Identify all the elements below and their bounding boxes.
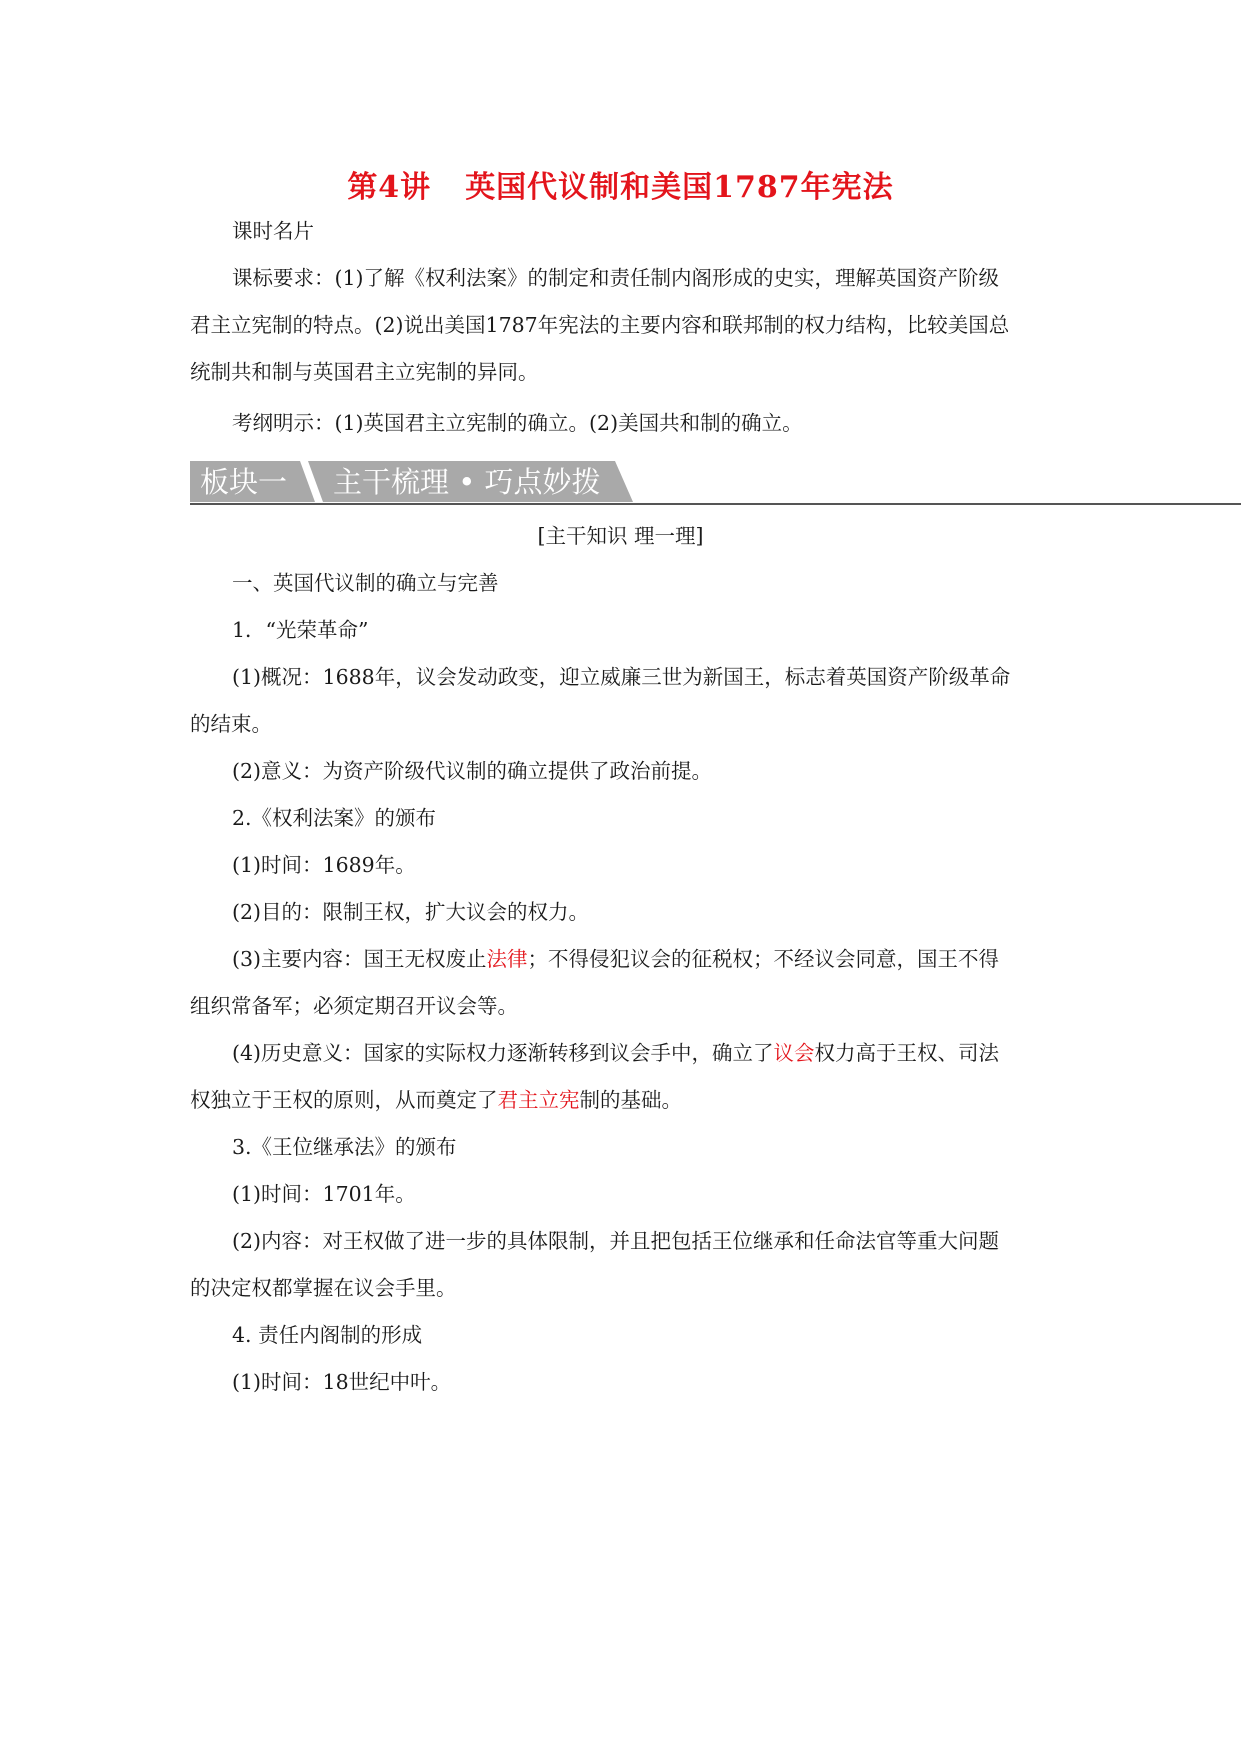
s1-overview-line-2: 的结束。	[190, 712, 272, 736]
curriculum-requirement-line-2: 君主立宪制的特点。(2)说出美国1787年宪法的主要内容和联邦制的权力结构，比较美国总	[190, 313, 1010, 337]
s4-title: 4. 责任内阁制的形成	[232, 1323, 423, 1347]
s2-title: 2.《权利法案》的颁布	[232, 806, 437, 830]
curriculum-requirement-line-1: 课标要求：(1)了解《权利法案》的制定和责任制内阁形成的史实，理解英国资产阶级	[232, 266, 1000, 290]
banner-block-title: 主干梳理 • 巧点妙拨	[333, 465, 601, 499]
s3-content-line-1: (2)内容：对王权做了进一步的具体限制，并且把包括王位继承和任命法官等重大问题	[232, 1229, 1000, 1253]
lesson-card-label: 课时名片	[232, 219, 314, 243]
s1-significance: (2)意义：为资产阶级代议制的确立提供了政治前提。	[232, 759, 713, 783]
s4-time: (1)时间：18世纪中叶。	[232, 1370, 452, 1394]
page-title	[0, 162, 1241, 206]
s2-significance-line-1: (4)历史意义：国家的实际权力逐渐转移到议会手中，确立了议会权力高于王权、司法	[232, 1041, 1000, 1065]
banner-underline	[190, 503, 1241, 505]
s1-overview-line-1: (1)概况：1688年，议会发动政变，迎立威廉三世为新国王，标志着英国资产阶级革命	[232, 665, 1011, 689]
highlight-parliament: 议会	[773, 1041, 815, 1065]
s3-time: (1)时间：1701年。	[232, 1182, 416, 1206]
s2-content-line-1: (3)主要内容：国王无权废止法律；不得侵犯议会的征税权；不经议会同意，国王不得	[232, 947, 1000, 971]
banner-block-label: 板块一	[200, 465, 288, 499]
highlight-constitutional-monarchy: 君主立宪	[497, 1088, 580, 1112]
s3-title: 3.《王位继承法》的颁布	[232, 1135, 457, 1159]
s2-significance-line-2: 权独立于王权的原则，从而奠定了君主立宪制的基础。	[190, 1088, 682, 1112]
section-label: [主干知识 理一理]	[537, 524, 704, 548]
s2-time: (1)时间：1689年。	[232, 853, 416, 877]
lesson-title: 英国代议制和美国1787年宪法	[465, 170, 894, 205]
heading-1: 一、英国代议制的确立与完善	[232, 571, 499, 595]
lesson-number: 第4讲	[347, 170, 432, 205]
s3-content-line-2: 的决定权都掌握在议会手里。	[190, 1276, 457, 1300]
curriculum-requirement-line-3: 统制共和制与英国君主立宪制的异同。	[190, 360, 539, 384]
highlight-law: 法律	[486, 947, 528, 971]
s1-title: 1．“光荣革命”	[232, 618, 369, 642]
s2-purpose: (2)目的：限制王权，扩大议会的权力。	[232, 900, 590, 924]
exam-outline: 考纲明示：(1)英国君主立宪制的确立。(2)美国共和制的确立。	[232, 411, 803, 435]
s2-content-line-2: 组织常备军；必须定期召开议会等。	[190, 994, 518, 1018]
